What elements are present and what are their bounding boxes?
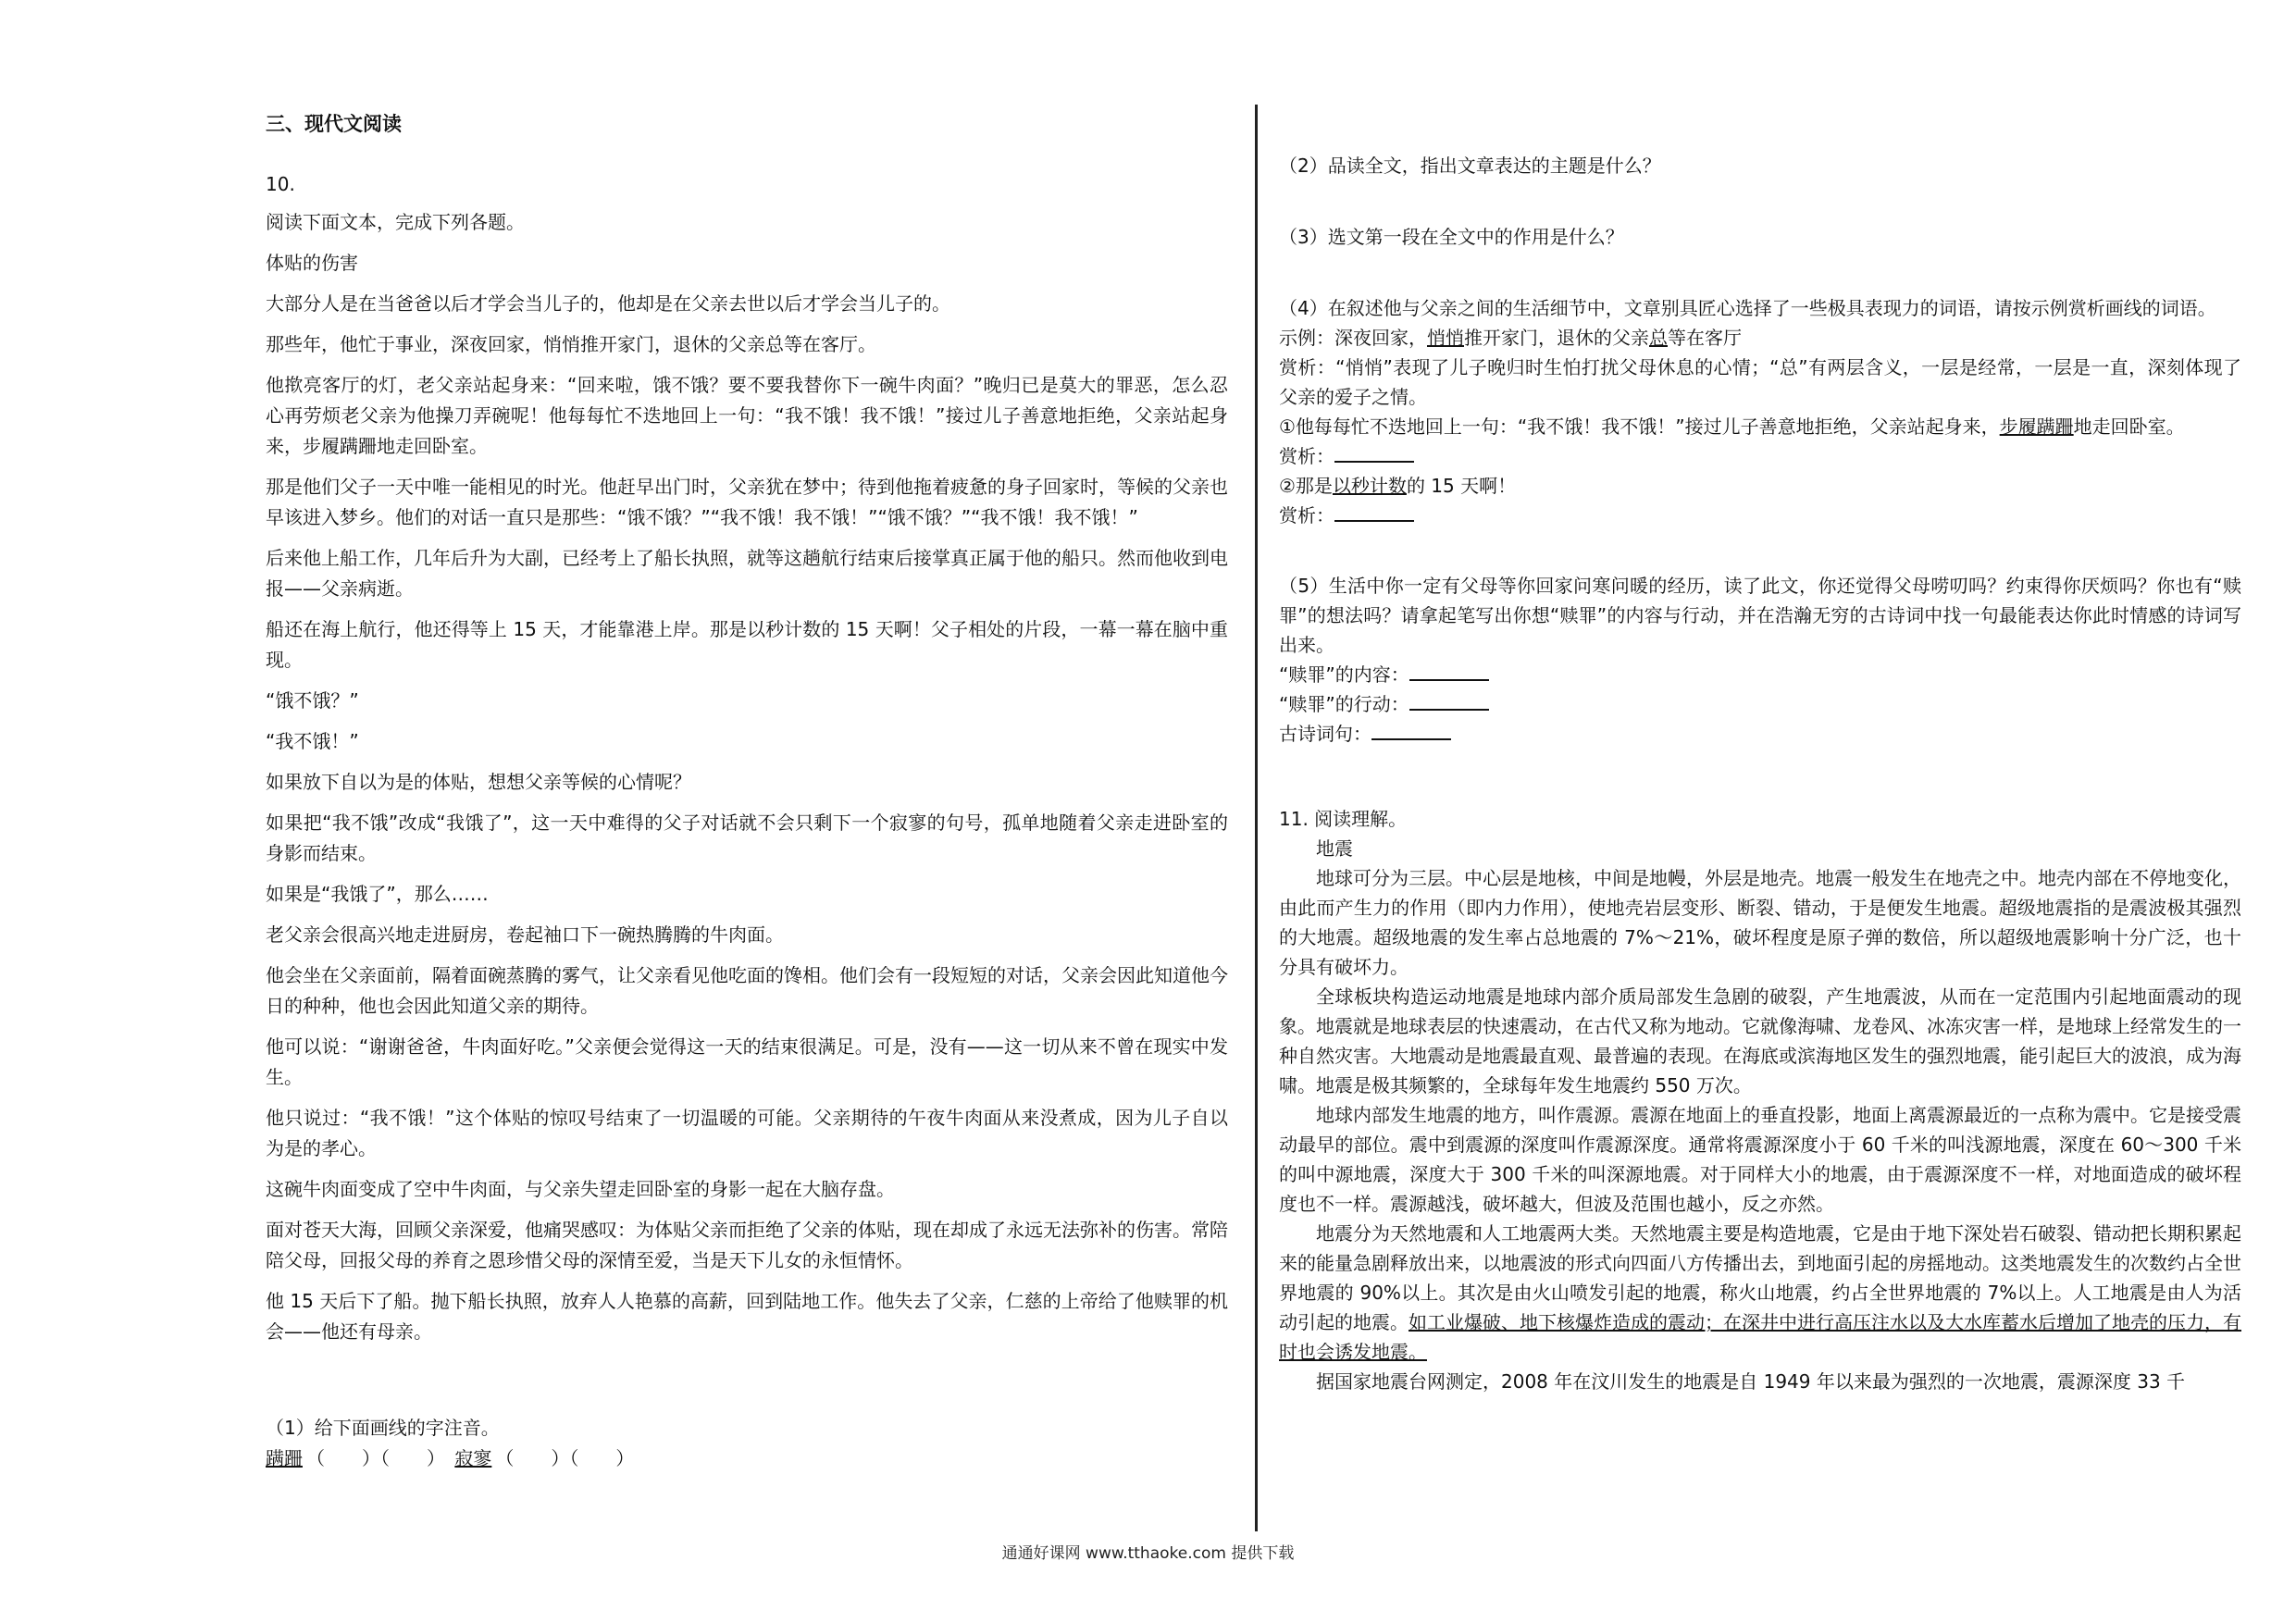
question-3: （3）选文第一段在全文中的作用是什么？ (1279, 226, 1624, 248)
article-paragraph: 这碗牛肉面变成了空中牛肉面，与父亲失望走回卧室的身影一起在大脑存盘。 (266, 1178, 895, 1200)
item-1 (1279, 412, 2241, 441)
answer-blank[interactable] (1409, 663, 1489, 681)
reading-instruction: 阅读下面文本，完成下列各题。 (266, 211, 525, 233)
article-paragraph: 船还在海上航行，他还得等上 15 天，才能靠港上岸。那是以秒计数的 15 天啊！父子相处的片段，一幕一幕在脑中重现。 (266, 618, 1228, 671)
article-paragraph: 后来他上船工作，几年后升为大副，已经考上了船长执照，就等这趟航行结束后接掌真正属于他的船只。然而他收到电报——父亲病逝。 (266, 547, 1228, 600)
question-1-label: （1）给下面画线的字注音。 (266, 1417, 500, 1439)
article-paragraph: 他揿亮客厅的灯，老父亲站起身来：“回来啦，饿不饿？要不要我替你下一碗牛肉面？”晚归已是莫大的罪恶，怎么忍心再劳烦老父亲为他操刀弄碗呢！他每每忙不迭地回上一句：“我不饿！我不饿！”接过儿子善意地拒绝，父亲站起身来，步履蹒跚地走回卧室。 (266, 374, 1228, 457)
article-title: 体贴的伤害 (266, 252, 358, 274)
question-5: （5）生活中你一定有父母等你回家问寒问暖的经历，读了此文，你还觉得父母唠叨吗？约束得你厌烦吗？你也有“赎罪”的想法吗？请拿起笔写出你想“赎罪”的内容与行动，并在浩瀚无穷的古诗词中找一句最能表达你此时情感的诗词写出来。 (1279, 575, 2241, 656)
q11-paragraph-4 (1279, 1219, 2241, 1367)
example-text: 示例：深夜回家， (1279, 327, 1427, 349)
section-title: 三、现代文阅读 (266, 113, 402, 135)
item-text: 的 15 天啊！ (1406, 475, 1517, 497)
q5-action-line (1279, 689, 2241, 719)
spacer (266, 1357, 1228, 1413)
column-divider (1255, 105, 1258, 1531)
example-text: 推开家门，退休的父亲 (1464, 327, 1649, 349)
example-appreciation: 赏析：“悄悄”表现了儿子晚归时生怕打扰父母休息的心情；“总”有两层含义，一层是经常，一层是一直，深刻体现了父亲的爱子之情。 (1279, 356, 2241, 408)
article-paragraph: “饿不饿？” (266, 689, 359, 712)
q5-content-line (1279, 660, 2241, 689)
underlined-word: 寂寥 (454, 1447, 492, 1469)
article-paragraph: 老父亲会很高兴地走进厨房，卷起袖口下一碗热腾腾的牛肉面。 (266, 923, 784, 946)
right-column (1279, 151, 2241, 1396)
underlined-word: 以秒计数 (1332, 475, 1407, 497)
q11-paragraph: 全球板块构造运动地震是地球内部介质局部发生急剧的破裂，产生地震波，从而在一定范围内引起地面震动的现象。地震就是地球表层的快速震动，在古代又称为地动。它就像海啸、龙卷风、冰冻灾害一样，是地球上经常发生的一种自然灾害。大地震动是地震最直观、最普遍的表现。在海底或滨海地区发生的强烈地震，能引起巨大的波浪，成为海啸。地震是极其频繁的，全球每年发生地震约 550 万次。 (1279, 985, 2241, 1096)
q5-action-label: “赎罪”的行动： (1279, 693, 1409, 715)
underlined-word: 悄悄 (1427, 327, 1464, 349)
answer-blank[interactable] (1371, 722, 1451, 740)
spacer (1279, 253, 2241, 293)
q5-poem-label: 古诗词句： (1279, 723, 1371, 745)
article-paragraph: 他会坐在父亲面前，隔着面碗蒸腾的雾气，让父亲看见他吃面的馋相。他们会有一段短短的对话，父亲会因此知道他今日的种种，他也会因此知道父亲的期待。 (266, 964, 1228, 1017)
appreciation-label: 赏析： (1279, 445, 1334, 467)
article-paragraph: 如果是“我饿了”，那么…… (266, 883, 489, 905)
example-line (1279, 323, 2241, 353)
question-2: （2）品读全文，指出文章表达的主题是什么？ (1279, 155, 1661, 177)
left-column (266, 109, 1228, 1474)
article-paragraph: 面对苍天大海，回顾父亲深爱，他痛哭感叹：为体贴父亲而拒绝了父亲的体贴，现在却成了永远无法弥补的伤害。常陪陪父母，回报父母的养育之恩珍惜父母的深情至爱，当是天下儿女的永恒情怀。 (266, 1219, 1228, 1271)
item-text: 地走回卧室。 (2073, 415, 2185, 438)
underlined-sentence: 如工业爆破、地下核爆炸造成的震动；在深井中进行高压注水以及大水库蓄水后增加了地壳的压力，有时也会诱发地震。 (1279, 1311, 2241, 1363)
article-paragraph: 他 15 天后下了船。抛下船长执照，放弃人人艳慕的高薪，回到陆地工作。他失去了父亲，仁慈的上帝给了他赎罪的机会——他还有母亲。 (266, 1290, 1228, 1343)
q5-poem-line (1279, 719, 2241, 749)
item-2-appreciation (1279, 501, 2241, 530)
q11-paragraph: 地球可分为三层。中心层是地核，中间是地幔，外层是地壳。地震一般发生在地壳之中。地壳内部在不停地变化，由此而产生力的作用（即内力作用），使地壳岩层变形、断裂、错动，于是便发生地震。超级地震指的是震波极其强烈的大地震。超级地震的发生率占总地震的 7%～21%，破坏程度是原子弹的数倍，所以超级地震影响十分广泛，也十分具有破坏力。 (1279, 867, 2241, 978)
example-text: 等在客厅 (1668, 327, 1742, 349)
answer-blank[interactable] (1334, 503, 1414, 522)
article-paragraph: 他可以说：“谢谢爸爸，牛肉面好吃。”父亲便会觉得这一天的结束很满足。可是，没有——这一切从来不曾在现实中发生。 (266, 1035, 1228, 1088)
answer-blank[interactable] (1334, 444, 1414, 463)
item-2 (1279, 471, 2241, 501)
question-11-title: 11. 阅读理解。 (1279, 808, 1408, 830)
q11-paragraph: 地球内部发生地震的地方，叫作震源。震源在地面上的垂直投影，地面上离震源最近的一点称为震中。它是接受震动最早的部位。震中到震源的深度叫作震源深度。通常将震源深度小于 60 千米的叫浅源地震，深度在 60～300 千米的叫中源地震，深度大于 300 千米的叫深源地震。对于同样大小的地震，由于震源深度不一样，对地面造成的破坏程度也不一样。震源越浅，破坏越大，但波及范围也越小，反之亦然。 (1279, 1104, 2241, 1215)
item-text: ①他每每忙不迭地回上一句：“我不饿！我不饿！”接过儿子善意地拒绝，父亲站起身来， (1279, 415, 2000, 438)
q5-content-label: “赎罪”的内容： (1279, 663, 1409, 686)
answer-slots[interactable]: （ ）（ ） (306, 1447, 445, 1469)
spacer (1279, 530, 2241, 571)
page-footer: 通通好课网 www.tthaoke.com 提供下载 (1001, 1544, 1295, 1563)
underlined-word: 总 (1649, 327, 1668, 349)
q11-paragraph-text: 地震分为天然地震和人工地震两大类。天然地震主要是构造地震，它是由于地下深处岩石破裂、错动把长期积累起来的能量急剧释放出来，以地震波的形式向四面八方传播出去，到地面引起的房摇地动。这类地震发生的次数约占全世界地震的 90%以上。其次是由火山喷发引起的地震，称火山地震，约占全世界地震的 7%以上。人工地震是由人为活动引起的地震。 (1279, 1222, 2241, 1333)
article-paragraph: 那是他们父子一天中唯一能相见的时光。他赶早出门时，父亲犹在梦中；待到他拖着疲惫的身子回家时，等候的父亲也早该进入梦乡。他们的对话一直只是那些：“饿不饿？”“我不饿！我不饿！”“饿不饿？”“我不饿！我不饿！” (266, 476, 1228, 528)
appreciation-label: 赏析： (1279, 504, 1334, 527)
answer-blank[interactable] (1409, 692, 1489, 711)
question-4-label: （4）在叙述他与父亲之间的生活细节中，文章别具匠心选择了一些极具表现力的词语，请按示例赏析画线的词语。 (1279, 297, 2216, 319)
question-number-10: 10. (266, 173, 295, 195)
underlined-word: 蹒跚 (266, 1447, 303, 1469)
answer-slots[interactable]: （ ）（ ） (495, 1447, 635, 1469)
item-text: ②那是 (1279, 475, 1333, 497)
article-paragraph: 如果放下自以为是的体贴，想想父亲等候的心情呢？ (266, 771, 691, 793)
article-paragraph: 大部分人是在当爸爸以后才学会当儿子的，他却是在父亲去世以后才学会当儿子的。 (266, 292, 950, 315)
question-11-article-title: 地震 (1316, 837, 1353, 860)
spacer (1279, 749, 2241, 804)
item-1-appreciation (1279, 441, 2241, 471)
q11-paragraph-5: 据国家地震台网测定，2008 年在汶川发生的地震是自 1949 年以来最为强烈的一次地震，震源深度 33 千 (1316, 1370, 2186, 1393)
article-paragraph: 那些年，他忙于事业，深夜回家，悄悄推开家门，退休的父亲总等在客厅。 (266, 333, 876, 355)
underlined-word: 步履蹒跚 (1999, 415, 2074, 438)
article-paragraph: 如果把“我不饿”改成“我饿了”，这一天中难得的父子对话就不会只剩下一个寂寥的句号，孤单地随着父亲走进卧室的身影而结束。 (266, 812, 1228, 864)
spacer (1279, 181, 2241, 222)
question-1-answer-row (266, 1443, 1228, 1474)
article-paragraph: “我不饿！” (266, 730, 359, 752)
article-paragraph: 他只说过：“我不饿！”这个体贴的惊叹号结束了一切温暖的可能。父亲期待的午夜牛肉面从来没煮成，因为儿子自以为是的孝心。 (266, 1107, 1228, 1159)
